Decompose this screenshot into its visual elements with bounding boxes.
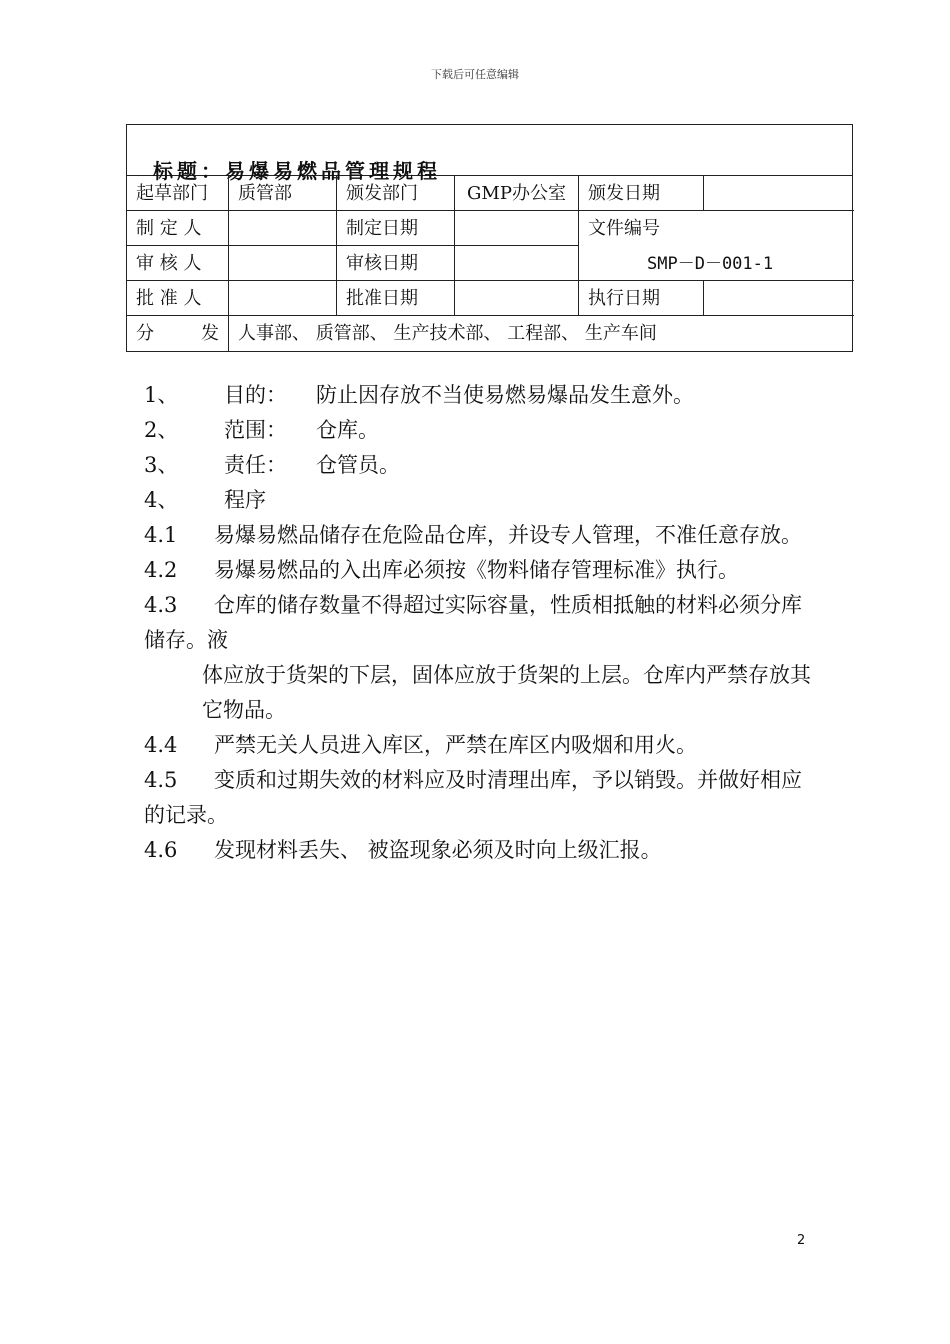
issue-date-label: 颁发日期 xyxy=(579,176,704,211)
clause-text: 易爆易燃品的入出库必须按《物料储存管理标准》执行。 xyxy=(214,558,739,582)
clause-number: 4.1 xyxy=(144,523,178,547)
clause-text: 易爆易燃品储存在危险品仓库，并设专人管理，不准任意存放。 xyxy=(214,523,802,547)
section-text: 防止因存放不当使易燃易爆品发生意外。 xyxy=(316,383,694,407)
drafting-dept-value: 质管部 xyxy=(229,176,337,211)
document-number-label: 文件编号 xyxy=(588,218,660,239)
clause-text: 发现材料丢失、 被盗现象必须及时向上级汇报。 xyxy=(214,838,662,862)
effective-date-label: 执行日期 xyxy=(579,281,704,316)
distribution-label xyxy=(127,316,229,351)
header-note: 下载后可任意编辑 xyxy=(431,68,519,81)
info-grid xyxy=(127,176,852,316)
section-number: 4、 xyxy=(144,488,179,512)
draft-date-label: 制定日期 xyxy=(337,211,455,246)
author-value xyxy=(229,211,337,246)
clause-4-2 xyxy=(144,553,812,588)
drafting-dept-label: 起草部门 xyxy=(127,176,229,211)
section-label: 责任： xyxy=(224,453,287,477)
document-number-cell xyxy=(579,211,854,281)
section-number: 1、 xyxy=(144,383,179,407)
distribution-value: 人事部、 质管部、 生产技术部、 工程部、 生产车间 xyxy=(238,323,657,344)
clause-4-1 xyxy=(144,518,812,553)
section-number: 3、 xyxy=(144,453,179,477)
distribution-row xyxy=(127,316,852,351)
section-label: 程序 xyxy=(224,488,266,512)
approver-value xyxy=(229,281,337,316)
reviewer-value xyxy=(229,246,337,281)
document-body xyxy=(144,378,812,868)
review-date-label: 审核日期 xyxy=(337,246,455,281)
reviewer-label: 审 核 人 xyxy=(127,246,229,281)
document-number-value: SMP－D－001-1 xyxy=(647,254,774,274)
clause-text: 变质和过期失效的材料应及时清理出库，予以销毁。并做好相应的记录。 xyxy=(144,768,802,827)
effective-date-value xyxy=(704,281,854,316)
clause-number: 4.3 xyxy=(144,593,178,617)
clause-number: 4.2 xyxy=(144,558,178,582)
section-text: 仓库。 xyxy=(316,418,379,442)
section-number: 2、 xyxy=(144,418,179,442)
clause-number: 4.4 xyxy=(144,733,178,757)
document-info-table xyxy=(126,124,853,352)
section-text: 仓管员。 xyxy=(316,453,400,477)
approver-label: 批 准 人 xyxy=(127,281,229,316)
distribution-label-char-1: 分 xyxy=(136,323,154,344)
section-label: 范围： xyxy=(224,418,287,442)
approve-date-value xyxy=(455,281,579,316)
issue-date-value xyxy=(704,176,854,211)
section-procedure xyxy=(144,483,812,518)
title-row xyxy=(127,125,852,183)
clause-number: 4.6 xyxy=(144,838,178,862)
clause-4-4 xyxy=(144,728,812,763)
issuing-dept-label: 颁发部门 xyxy=(337,176,455,211)
clause-4-6 xyxy=(144,833,812,868)
page-number: 2 xyxy=(797,1233,806,1248)
section-label: 目的： xyxy=(224,383,287,407)
section-scope xyxy=(144,413,812,448)
issuing-dept-value: GMP办公室 xyxy=(455,176,579,211)
section-purpose xyxy=(144,378,812,413)
approve-date-label: 批准日期 xyxy=(337,281,455,316)
clause-text: 严禁无关人员进入库区，严禁在库区内吸烟和用火。 xyxy=(214,733,697,757)
clause-4-3-continued: 体应放于货架的下层，固体应放于货架的上层。仓库内严禁存放其它物品。 xyxy=(202,663,811,722)
section-responsibility xyxy=(144,448,812,483)
distribution-label-char-2: 发 xyxy=(201,323,219,344)
clause-text: 仓库的储存数量不得超过实际容量，性质相抵触的材料必须分库储存。液 xyxy=(144,593,802,652)
author-label: 制 定 人 xyxy=(127,211,229,246)
review-date-value xyxy=(455,246,579,281)
document-title: 标题：易爆易燃品管理规程 xyxy=(153,159,441,183)
clause-4-3 xyxy=(144,588,812,658)
clause-number: 4.5 xyxy=(144,768,178,792)
draft-date-value xyxy=(455,211,579,246)
clause-4-5 xyxy=(144,763,812,833)
